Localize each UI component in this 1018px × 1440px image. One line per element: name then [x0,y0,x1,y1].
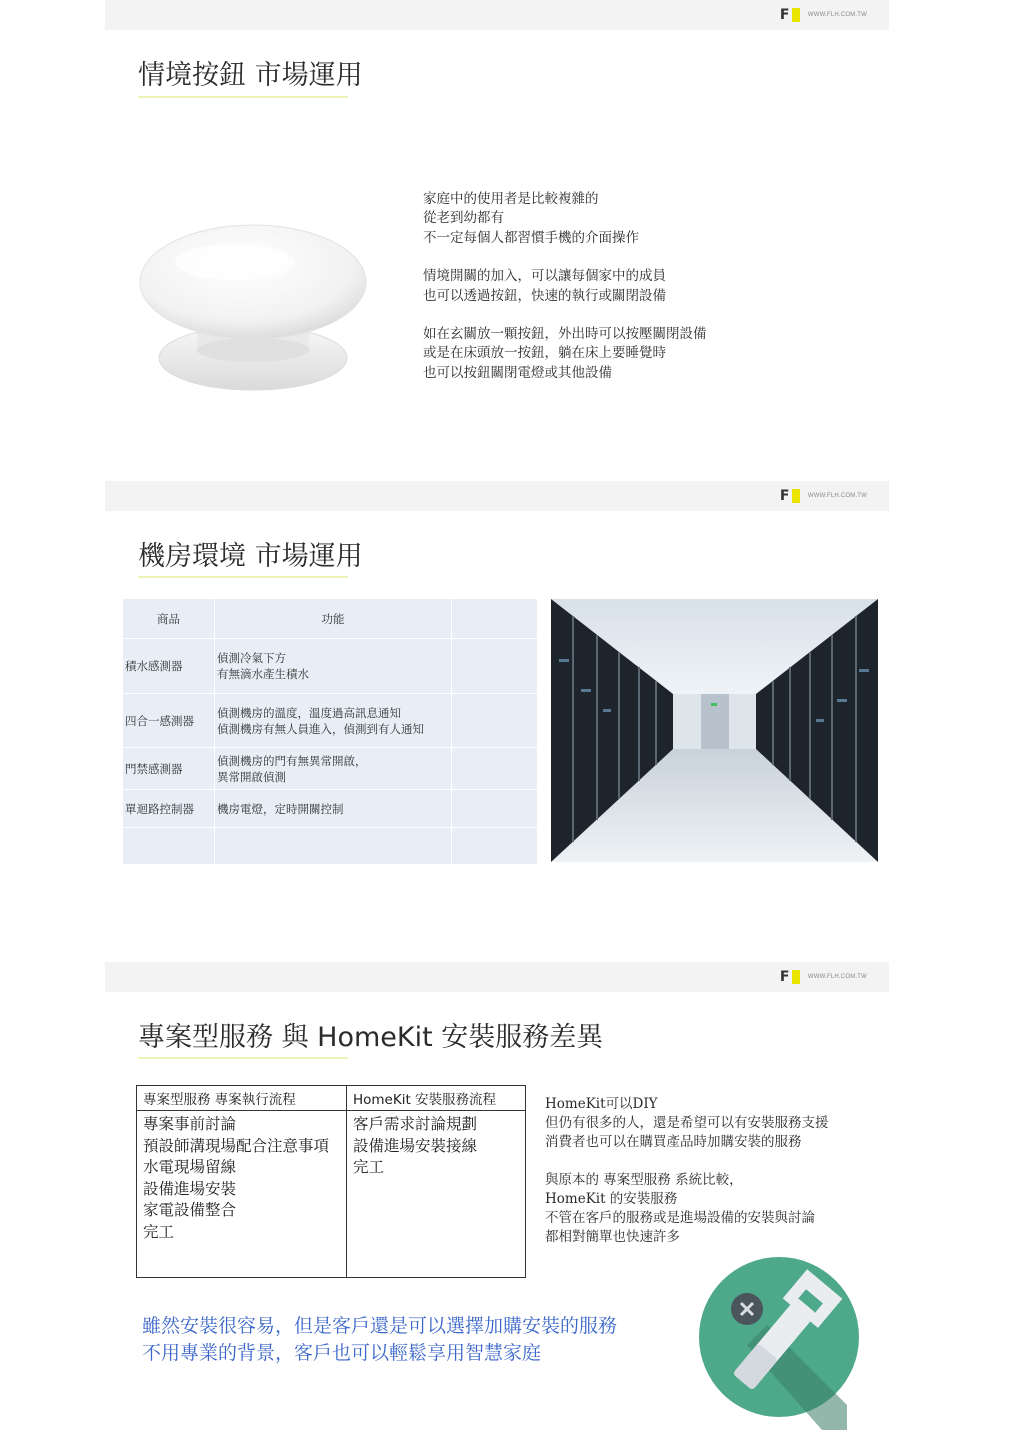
slide1-description [423,190,707,383]
slide-title: 專案型服務 與 HomeKit 安裝服務差異 [138,1022,604,1053]
product-function-table [122,598,538,865]
text-line: 也可以按鈕關閉電燈或其他設備 [423,364,612,381]
paragraph [423,190,707,248]
brand-logo [780,488,867,504]
text-line: 或是在床頭放一按鈕，躺在床上要睡覺時 [423,345,666,362]
paragraph [423,267,707,306]
paragraph [545,1171,829,1247]
header-product: 商品 [123,599,215,639]
text-line: 與原本的 專案型服務 系統比較， [545,1172,743,1188]
header-function: 功能 [215,599,452,639]
logo-url: WWW.FLH.COM.TW [807,974,867,980]
function-cell: 偵測機房的門有無異常開啟， 異常開啟偵測 [215,748,452,790]
text-line: 家庭中的使用者是比較複雜的 [423,191,599,207]
empty-cell [452,790,538,828]
title-underline [138,96,348,98]
service-comparison-table [136,1085,526,1278]
product-cell: 門禁感測器 [123,748,215,790]
brand-logo [780,7,867,23]
slide-title: 機房環境 市場運用 [138,541,363,572]
paragraph [423,325,707,383]
logo-icon: F [780,7,800,23]
text-line: 消費者也可以在購買產品時加購安裝的服務 [545,1134,802,1150]
project-steps-cell: 專案事前討論 預設師溝現場配合注意事項 水電現場留線 設備進場安裝 家電設備整合 完工 [137,1111,347,1278]
table-row [123,694,538,748]
table-row [137,1111,526,1278]
table-header-row [137,1086,526,1111]
header-homekit-service: HomeKit 安裝服務流程 [347,1086,526,1111]
text-line: 雖然安裝很容易，但是客戶還是可以選擇加購安裝的服務 [142,1315,618,1337]
text-line: 情境開關的加入，可以讓每個家中的成員 [423,268,666,285]
table-row [123,790,538,828]
highlight-text [142,1313,617,1367]
text-line: 從老到幼都有 [423,210,504,227]
slide3-description [545,1095,829,1247]
text-line: 如在玄關放一顆按鈕，外出時可以按壓關閉設備 [423,326,707,343]
paragraph [545,1095,829,1152]
title-underline [138,1057,348,1059]
table-row [123,748,538,790]
brand-logo [780,969,867,985]
empty-cell [452,828,538,865]
text-line: 不管在客戶的服務或是進場設備的安裝與討論 [545,1210,815,1226]
slide-header-bar [105,0,889,30]
empty-cell [452,639,538,694]
logo-icon: F [780,969,800,985]
product-cell: 積水感測器 [123,639,215,694]
function-cell: 機房電燈，定時開關控制 [215,790,452,828]
slide-header-bar [105,962,889,992]
product-cell: 單迴路控制器 [123,790,215,828]
empty-cell [215,828,452,865]
text-line: 不用專業的背景，客戶也可以輕鬆享用智慧家庭 [142,1342,542,1364]
server-room-image [551,599,878,862]
text-line: HomeKit 的安裝服務 [545,1191,678,1207]
empty-cell [452,748,538,790]
slide-title: 情境按鈕 市場運用 [138,60,363,91]
product-cell: 四合一感測器 [123,694,215,748]
text-line: HomeKit可以DIY [545,1096,658,1112]
homekit-steps-cell: 客戶需求討論規劃 設備進場安裝接線 完工 [347,1111,526,1278]
table-header-row [123,599,538,639]
slide-header-bar [105,481,889,511]
text-line: 也可以透過按鈕，快速的執行或關閉設備 [423,287,666,304]
logo-url: WWW.FLH.COM.TW [807,493,867,499]
scene-button-image [135,210,375,400]
wrench-screw-icon [697,1255,865,1430]
logo-icon: F [780,488,800,504]
logo-url: WWW.FLH.COM.TW [807,12,867,18]
empty-cell [452,694,538,748]
table-row [123,828,538,865]
text-line: 不一定每個人都習慣手機的介面操作 [423,229,639,246]
function-cell: 偵測冷氣下方 有無滴水產生積水 [215,639,452,694]
table-row [123,639,538,694]
header-empty [452,599,538,639]
text-line: 都相對簡單也快速許多 [545,1229,680,1245]
header-project-service: 專案型服務 專案執行流程 [137,1086,347,1111]
text-line: 但仍有很多的人，還是希望可以有安裝服務支援 [545,1115,829,1131]
empty-cell [123,828,215,865]
function-cell: 偵測機房的溫度，溫度過高訊息通知 偵測機房有無人員進入，偵測到有人通知 [215,694,452,748]
title-underline [138,576,348,578]
